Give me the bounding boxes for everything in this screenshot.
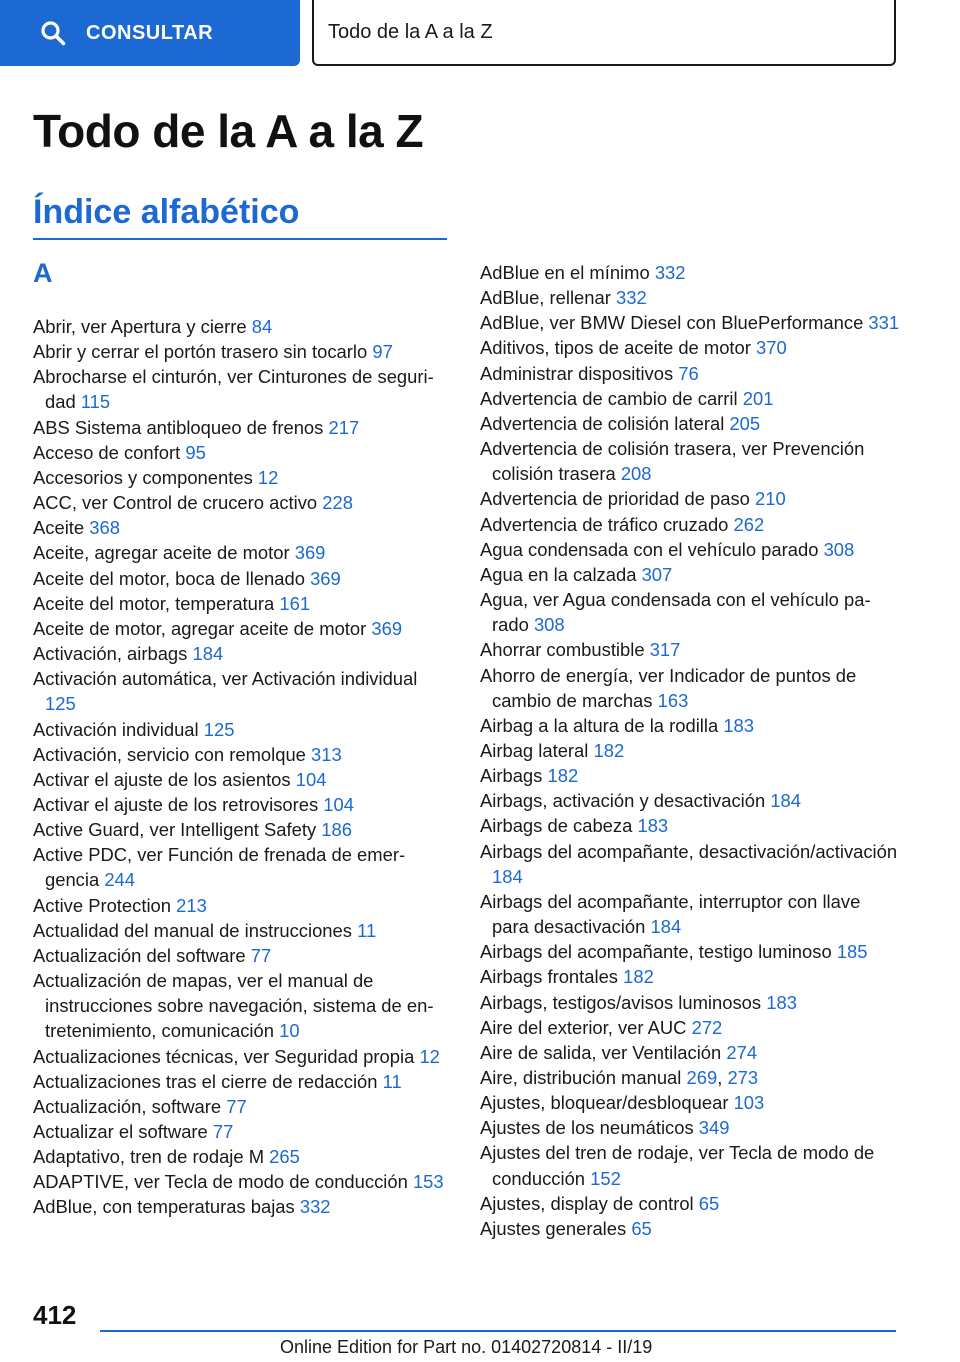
index-entry-text: Abrir, ver Apertura y cierre: [33, 316, 247, 337]
index-entry: [480, 839, 900, 889]
index-entry: [480, 663, 900, 713]
page-reference-link[interactable]: 97: [372, 341, 393, 363]
page-reference-link[interactable]: 349: [698, 1117, 730, 1139]
index-entry: [33, 591, 453, 616]
page-reference-link[interactable]: 76: [678, 362, 699, 384]
index-entry: [33, 490, 453, 515]
index-entry-text: Advertencia de tráfico cruzado: [480, 513, 729, 535]
index-entry-text: Active Guard, ver Intelligent Safety: [33, 819, 317, 841]
index-entry: [33, 817, 453, 842]
page-reference-link[interactable]: 269: [686, 1067, 718, 1088]
page-reference-link[interactable]: 10: [279, 1020, 300, 1042]
page-reference-link[interactable]: 186: [321, 819, 352, 841]
page-reference-link[interactable]: 104: [323, 793, 354, 815]
page-reference-link[interactable]: 228: [322, 492, 353, 514]
index-entry: [33, 767, 453, 792]
index-entry-text: Acceso de confort: [33, 441, 181, 463]
index-entry: [33, 717, 453, 742]
index-entry-text: Agua, ver Agua condensada con el vehículo parado: [480, 589, 871, 636]
index-entry-text: Adaptativo, tren de rodaje M: [33, 1146, 265, 1168]
page-number: 412: [33, 1300, 77, 1330]
page-reference-link[interactable]: 184: [770, 790, 802, 812]
index-entry: [480, 1140, 900, 1190]
index-entry-text: Ahorrar combustible: [480, 639, 645, 661]
index-entry-text: Airbags frontales: [480, 966, 619, 988]
index-entry-text: Advertencia de prioridad de paso: [480, 488, 750, 510]
page-reference-link[interactable]: 161: [279, 592, 311, 614]
page-reference-link[interactable]: 332: [299, 1196, 331, 1218]
index-entry: [33, 641, 453, 666]
index-entry: [480, 788, 900, 813]
page-reference-link[interactable]: 183: [766, 991, 797, 1013]
index-entry: [33, 314, 453, 339]
index-entry: [33, 1094, 453, 1119]
index-entry: [480, 587, 900, 637]
index-entry: [480, 738, 900, 763]
index-entry-text: Activar el ajuste de los asientos: [33, 768, 291, 790]
index-entry-text: Advertencia de cambio de carril: [480, 387, 738, 409]
index-column-right: [480, 260, 900, 1241]
page-reference-link[interactable]: 125: [203, 718, 235, 740]
index-entry-text: ACC, ver Control de crucero activo: [33, 492, 318, 514]
index-entry: [480, 990, 900, 1015]
index-entry: Aire, distribución manual 269, 273: [480, 1067, 759, 1088]
index-entry: [33, 742, 453, 767]
page-reference-link[interactable]: 152: [590, 1167, 621, 1189]
page-reference-link[interactable]: 369: [371, 617, 403, 639]
page-reference-link[interactable]: 307: [641, 563, 673, 585]
index-entry: [33, 415, 453, 440]
index-entry-text: Actualización del software: [33, 944, 246, 966]
breadcrumb[interactable]: Todo de la A a la Z: [312, 0, 896, 66]
page-reference-link[interactable]: 11: [357, 919, 377, 941]
index-entry-text: Aceite del motor, temperatura: [33, 592, 275, 614]
index-entry: [480, 512, 900, 537]
index-entry: [480, 562, 900, 587]
page-reference-link[interactable]: 332: [615, 287, 647, 309]
page-reference-link[interactable]: 115: [80, 391, 111, 413]
index-entry: [33, 1044, 453, 1069]
search-icon: [40, 20, 66, 46]
index-entry: [480, 537, 900, 562]
page-reference-link[interactable]: 368: [89, 517, 120, 539]
page-reference-link[interactable]: 185: [836, 941, 868, 963]
index-entry-text: Aceite de motor, agregar aceite de motor: [33, 617, 367, 639]
index-entry: [33, 1069, 453, 1094]
page-reference-link[interactable]: 369: [310, 567, 341, 589]
index-entry-text: Ajustes de los neumáticos: [480, 1117, 694, 1139]
index-entry: [480, 1015, 900, 1040]
page-reference-link[interactable]: 65: [698, 1192, 720, 1214]
page-reference-link[interactable]: 262: [733, 513, 765, 535]
page-reference-link[interactable]: 370: [756, 337, 787, 359]
index-entry: [33, 1169, 453, 1194]
index-entry: [33, 666, 453, 716]
page-reference-link[interactable]: 308: [823, 538, 855, 560]
index-entry: [480, 939, 900, 964]
page-reference-link[interactable]: 182: [593, 739, 625, 761]
page-reference-link[interactable]: 274: [726, 1041, 758, 1063]
page-reference-link[interactable]: 201: [742, 387, 774, 409]
index-entry-text: ADAPTIVE, ver Tecla de modo de conducción: [33, 1171, 408, 1193]
index-entry: [480, 713, 900, 738]
index-entry: [480, 285, 900, 310]
index-entry: [480, 637, 900, 662]
index-entry-text: Airbag lateral: [480, 739, 589, 761]
page-reference-link[interactable]: 331: [868, 312, 900, 334]
index-entry-text: Active Protection: [33, 894, 171, 916]
page-reference-link[interactable]: 12: [419, 1045, 440, 1067]
index-entry: [33, 893, 453, 918]
index-entry: [33, 968, 453, 1043]
index-entry: [480, 813, 900, 838]
index-entry-text: Airbags del acompañante, interruptor con llave para desactivación: [480, 890, 861, 938]
index-entry: [480, 1115, 900, 1140]
index-entry: [480, 310, 900, 335]
index-entry-text: Administrar dispositivos: [480, 362, 674, 384]
page-reference-link[interactable]: 11: [382, 1070, 402, 1092]
index-entry-text: Activación, servicio con remolque: [33, 743, 306, 765]
page-reference-link[interactable]: 184: [192, 643, 224, 665]
index-entry-text: Accesorios y componentes: [33, 466, 253, 488]
page-reference-link[interactable]: 332: [654, 262, 686, 283]
index-entry-text: Airbags: [480, 765, 543, 787]
index-entry: [480, 260, 900, 285]
page-reference-link[interactable]: 84: [251, 316, 273, 337]
index-entry: [480, 335, 900, 360]
page-reference-link[interactable]: 273: [727, 1067, 759, 1088]
page-title: Todo de la A a la Z: [33, 105, 424, 157]
index-entry-text: Actualización, software: [33, 1095, 222, 1117]
index-entry-text: Airbags, testigos/avisos luminosos: [480, 991, 762, 1013]
index-entry-text: Actualización de mapas, ver el manual de instrucciones sobre navegación, sistema de entretenimiento, comunicación: [33, 970, 434, 1042]
index-entry-text: Airbags del acompañante, testigo luminoso: [480, 941, 832, 963]
index-entry-text: Aceite: [33, 517, 85, 539]
page-reference-link[interactable]: 103: [733, 1092, 765, 1114]
index-entry-text: Active PDC, ver Función de frenada de emergencia: [33, 844, 406, 891]
page-reference-link[interactable]: 153: [412, 1171, 444, 1193]
index-entry-text: Agua en la calzada: [480, 563, 637, 585]
section-title: Índice alfabético: [33, 193, 300, 231]
index-entry-text: ABS Sistema antibloqueo de frenos: [33, 416, 324, 438]
page-reference-link[interactable]: 104: [295, 768, 327, 790]
page-reference-link[interactable]: 77: [226, 1095, 247, 1117]
index-entry-text: Abrir y cerrar el portón trasero sin tocarlo: [33, 341, 368, 363]
index-entry: [33, 364, 453, 414]
index-entry: [33, 515, 453, 540]
page-reference-link[interactable]: 163: [657, 689, 689, 711]
page-reference-link[interactable]: 77: [212, 1121, 234, 1142]
page-reference-link[interactable]: 265: [269, 1146, 300, 1168]
page-reference-link[interactable]: 95: [185, 441, 206, 463]
index-entry: [33, 339, 453, 364]
index-entry-text: Aire, distribución manual: [480, 1067, 682, 1088]
section-divider: [33, 238, 447, 240]
index-entry-text: Activación, airbags: [33, 643, 188, 665]
page-reference-link[interactable]: 208: [620, 463, 652, 485]
letter-heading: A: [33, 258, 53, 288]
index-entry: [33, 918, 453, 943]
page-reference-link[interactable]: 217: [328, 416, 360, 438]
page-reference-link[interactable]: 272: [691, 1016, 723, 1038]
index-entry-text: Agua condensada con el vehículo parado: [480, 538, 819, 560]
index-entry-text: Aditivos, tipos de aceite de motor: [480, 337, 751, 359]
page-reference-link[interactable]: 183: [723, 714, 755, 736]
index-entry-text: Advertencia de colisión trasera, ver Prevención colisión trasera: [480, 438, 865, 485]
index-entry: [480, 964, 900, 989]
index-entry: [33, 943, 453, 968]
index-entry: [33, 616, 453, 641]
index-entry: [33, 792, 453, 817]
page-reference-link[interactable]: 210: [755, 488, 786, 510]
index-entry-text: Ajustes, bloquear/desbloquear: [480, 1092, 729, 1114]
index-entry-text: Airbags, activación y desactivación: [480, 790, 766, 812]
index-entry: [33, 1144, 453, 1169]
index-entry: [480, 1191, 900, 1216]
index-entry: [480, 1040, 900, 1065]
page-reference-link[interactable]: 125: [45, 693, 76, 715]
edition-footer: Online Edition for Part no. 01402720814 - II/19: [280, 1337, 653, 1357]
page-reference-link[interactable]: 12: [257, 466, 279, 488]
index-entry: [480, 1090, 900, 1115]
page-reference-link[interactable]: 213: [176, 894, 207, 916]
page-reference-link[interactable]: 317: [649, 639, 681, 661]
index-entry-text: Aceite, agregar aceite de motor: [33, 542, 290, 564]
index-entry: [33, 1119, 453, 1144]
index-entry-text: Airbags de cabeza: [480, 815, 633, 837]
page-reference-link[interactable]: 182: [547, 765, 579, 787]
page-reference-link[interactable]: 77: [250, 944, 272, 966]
footer-divider: [100, 1330, 896, 1332]
index-entry-text: Actualidad del manual de instrucciones: [33, 919, 352, 941]
index-entry-text: Ajustes generales: [480, 1217, 627, 1239]
page-reference-link[interactable]: 308: [533, 614, 565, 636]
consultar-button[interactable]: [0, 0, 300, 66]
index-entry: [33, 566, 453, 591]
index-entry-text: Ahorro de energía, ver Indicador de puntos de cambio de marchas: [480, 664, 857, 711]
index-entry-text: AdBlue, ver BMW Diesel con BluePerformance: [480, 312, 864, 334]
page-reference-link[interactable]: 244: [104, 869, 136, 891]
index-entry-text: AdBlue, rellenar: [480, 287, 611, 309]
page-reference-link[interactable]: 313: [311, 743, 342, 765]
index-entry-text: AdBlue, con temperaturas bajas: [33, 1196, 295, 1218]
index-entry: [480, 889, 900, 939]
index-entry-text: Activación automática, ver Activación individual: [33, 668, 418, 690]
header: [0, 0, 960, 66]
consultar-label: CONSULTAR: [86, 21, 214, 44]
index-entry-text: Actualizaciones técnicas, ver Seguridad propia: [33, 1045, 415, 1067]
index-entry-text: Airbags del acompañante, desactivación/activación: [480, 840, 898, 862]
index-entry: [33, 440, 453, 465]
index-entry-text: Aire de salida, ver Ventilación: [480, 1041, 722, 1063]
page-reference-link[interactable]: 369: [294, 542, 326, 564]
index-entry-text: Activar el ajuste de los retrovisores: [33, 793, 319, 815]
page-reference-link[interactable]: 205: [729, 412, 761, 434]
index-entry-text: Actualizar el software: [33, 1121, 208, 1142]
page-reference-link[interactable]: 183: [637, 815, 669, 837]
index-entry: [480, 1216, 900, 1241]
page-reference-link[interactable]: 184: [650, 916, 682, 938]
index-entry-text: AdBlue en el mínimo: [480, 262, 650, 283]
index-entry-text: Aceite del motor, boca de llenado: [33, 567, 305, 589]
index-entry-text: Abrocharse el cinturón, ver Cinturones de seguridad: [33, 366, 434, 413]
index-entry: [480, 436, 900, 486]
index-column-left: [33, 314, 453, 1220]
page-reference-link[interactable]: 182: [623, 966, 654, 988]
index-entry: [33, 1194, 453, 1219]
index-entry: [33, 465, 453, 490]
index-entry-text: Ajustes, display de control: [480, 1192, 694, 1214]
index-entry: [480, 386, 900, 411]
index-entry: [33, 540, 453, 565]
page-reference-link[interactable]: 65: [631, 1217, 652, 1239]
index-entry: [480, 763, 900, 788]
index-entry: [33, 842, 453, 892]
index-entry-text: Ajustes del tren de rodaje, ver Tecla de modo de conducción: [480, 1142, 875, 1189]
index-entry-text: Advertencia de colisión lateral: [480, 412, 725, 434]
index-entry-text: Aire del exterior, ver AUC: [480, 1016, 687, 1038]
index-entry: [480, 361, 900, 386]
index-entry: [480, 486, 900, 511]
page-reference-link[interactable]: 184: [492, 865, 523, 887]
index-entry: [480, 411, 900, 436]
index-entry-text: Activación individual: [33, 718, 199, 740]
index-entry-text: Actualizaciones tras el cierre de redacción: [33, 1070, 378, 1092]
index-entry-text: Airbag a la altura de la rodilla: [480, 714, 719, 736]
